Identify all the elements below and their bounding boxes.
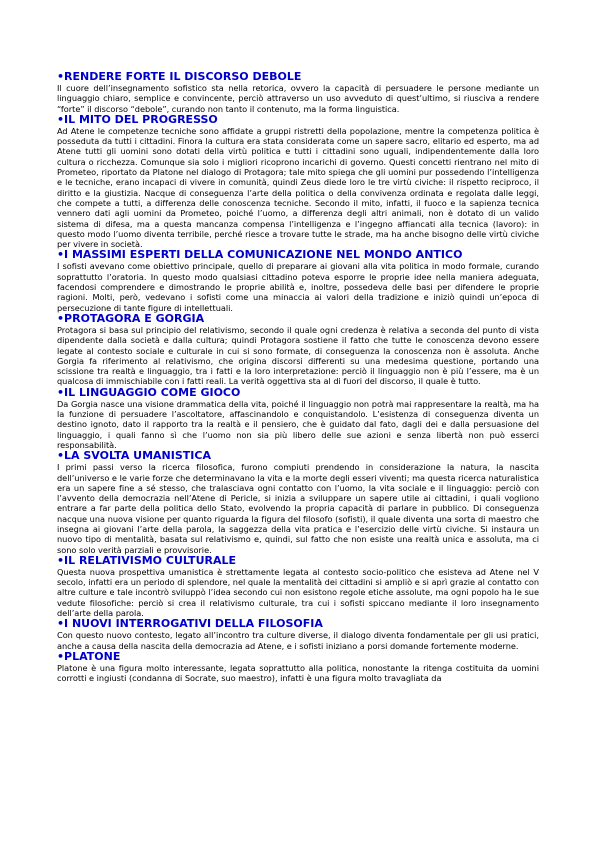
section-paragraph: Platone è una figura molto interessante, legata soprattutto alla politica, nonostante la ritenga costituita da uomini corrotti e ingiusti (condanna di Socrate, suo maestro), infatti è una figura molto travagliata da xyxy=(57,662,539,684)
section-heading: •PROTAGORA E GORGIA xyxy=(57,311,205,325)
section-linguaggio-gioco xyxy=(57,387,539,450)
section-heading: •I MASSIMI ESPERTI DELLA COMUNICAZIONE NEL MONDO ANTICO xyxy=(57,248,463,262)
section-svolta-umanistica xyxy=(57,450,539,555)
section-heading: •PLATONE xyxy=(57,649,121,663)
section-heading: •LA SVOLTA UMANISTICA xyxy=(57,449,211,463)
section-heading: •IL RELATIVISMO CULTURALE xyxy=(57,553,237,567)
section-paragraph: Con questo nuovo contesto, legato all’incontro tra culture diverse, il dialogo diventa fondamentale per gli usi pratici, anche a causa della nascita della democrazia ad Atene, e i sofisti iniziano a porsi domande fortemente moderne. xyxy=(57,630,539,651)
section-paragraph: I sofisti avevano come obiettivo principale, quello di preparare ai giovani alla vita politica in modo formale, curando soprattutto l’oratoria. In questo modo qualsiasi cittadino poteva esporre le proprie idee nella maniera adeguata, facendosi comprendere e dimostrando le proprie abilità e, inoltre, possedeva delle basi per difendere le proprie ragioni. Molti, però, vedevano i sofisti come una minaccia ai valori della tradizione e iniziò quindi un’epoca di persecuzione di tante figure di intellettuali. xyxy=(57,261,539,313)
section-nuovi-interrogativi xyxy=(57,618,539,651)
section-platone xyxy=(57,651,539,684)
section-paragraph: Protagora si basa sul principio del relativismo, secondo il quale ogni credenza è relativa a seconda del punto di vista dipendente dalla società e dalla cultura; quindi Protagora sostiene il fatto che tutte le conoscenza devono essere legate al contesto sociale e culturale in cui si sono formate, di conseguenza la conoscenza non è assoluta. Anche Gorgia fa riferimento al relativismo, che origina discorsi differenti su una medesima questione, portando una scissione tra realtà e linguaggio, tra i fatti e la loro interpretazione: perciò il linguaggio non è più l’essere, ma è un qualcosa di immischiabile con i fatti reali. La verità oggettiva sta al di fuori del discorso, il quale è tutto. xyxy=(57,324,539,387)
section-heading: •RENDERE FORTE IL DISCORSO DEBOLE xyxy=(57,70,302,83)
section-heading: •I NUOVI INTERROGATIVI DELLA FILOSOFIA xyxy=(57,617,323,631)
section-massimi-esperti xyxy=(57,249,539,312)
section-heading: •IL LINGUAGGIO COME GIOCO xyxy=(57,385,241,399)
section-paragraph: Il cuore dell’insegnamento sofistico sta nella retorica, ovvero la capacità di persuadere le persone mediante un linguaggio chiaro, semplice e convincente, perciò attraverso un uso avveduto di quest’ultimo, si riusciva a rendere “forte” il discorso “debole”, curando non tanto il contenuto, ma la forma linguistica. xyxy=(57,83,539,114)
section-protagora-gorgia xyxy=(57,313,539,387)
section-paragraph: Da Gorgia nasce una visione drammatica della vita, poiché il linguaggio non potrà mai rappresentare la realtà, ma ha la funzione di persuadere l’ascoltatore, affascinandolo e conquistandolo. L’esistenza di conseguenza diventa un destino ignoto, dato il rapporto tra la realtà e il pensiero, che è guidato dal fato, dagli dei e dalla persuasione del linguaggio, i quali fanno sì che l’uomo non sia più libero delle sue azioni e senza libertà non può esserci responsabilità. xyxy=(57,398,539,450)
section-paragraph: Ad Atene le competenze tecniche sono affidate a gruppi ristretti della popolazione, mentre la competenza politica è posseduta da tutti i cittadini. Finora la cultura era stata considerata come un sapere sacro, elitario ed esperto, ma ad Atene tutti gli uomini sono dotati della virtù politica e tutti i cittadini sono uguali, indipendentemente dalla loro cultura o ricchezza. Comunque sia solo i migliori ricoprono incarichi di governo. Questi concetti rientrano nel mito di Prometeo, riportato da Platone nel dialogo di Protagora; tale mito spiega che gli uomini pur possedendo l’intelligenza e le tecniche, erano incapaci di vivere in comunità, quindi Zeus diede loro le tre virtù civiche: il rispetto reciproco, il diritto e la giustizia. Nacque di conseguenza l’arte della politica o della convivenza ordinata e regolata dalle leggi, che compete a tutti, a differenza delle conoscenza tecniche. Secondo il mito, infatti, il fuoco e la sapienza tecnica vennero dati agli uomini da Prometeo, poiché l’uomo, a differenza degli altri animali, non è dotato di un valido sistema di difesa, ma a questa mancanza compensa l’intelligenza e l’ingegno affiancati alla tecnica (lavoro): in questo modo l’uomo diventa terribile, perché riesce a trovare tutte le strade, ma ha anche bisogno delle virtù civiche per vivere in società. xyxy=(57,125,539,250)
document-page xyxy=(57,71,539,684)
section-relativismo-culturale xyxy=(57,555,539,618)
section-rendere-forte xyxy=(57,71,539,114)
section-mito-progresso xyxy=(57,114,539,250)
section-heading: •IL MITO DEL PROGRESSO xyxy=(57,112,218,126)
section-paragraph: I primi passi verso la ricerca filosofica, furono compiuti prendendo in considerazione la natura, la nascita dell’universo e le varie forze che determinavano la vita e la morte degli esseri viventi; ma questa ricerca naturalistica era un sapere fine a sé stesso, che tralasciava ogni contatto con l’uomo, la vita sociale e il linguaggio: perciò con l’avvento della democrazia nell’Atene di Pericle, si inizia a sviluppare un sapere utile ai cittadini, i quali vogliono entrare a far parte della politica dello Stato, evolvendo la propria capacità di parlare in pubblico. Di conseguenza nacque una nuova visione per quanto riguarda la figura del filosofo (sofisti), il quale diventa una sorta di maestro che insegna ai giovani l’arte della parola, la saggezza della vita pratica e l’esercizio delle virtù civiche. Si instaura un nuovo tipo di mentalità, basata sul relativismo e, quindi, sul fatto che non esiste una realtà unica e assoluta, ma ci sono solo verità parziali e provvisorie. xyxy=(57,462,539,555)
section-paragraph: Questa nuova prospettiva umanistica è strettamente legata al contesto socio-politico che esisteva ad Atene nel V secolo, infatti era un periodo di splendore, nel quale la mentalità dei cittadini si ampliò e si aprì grazie al contatto con altre culture e tale incontrò sviluppò l’idea secondo cui non esistono regole etiche assolute, ma ogni popolo ha le sue vedute filosofiche: perciò si crea il relativismo culturale, tra cui i sofisti spiccano mediante il loro insegnamento dell’arte della parola. xyxy=(57,566,539,619)
